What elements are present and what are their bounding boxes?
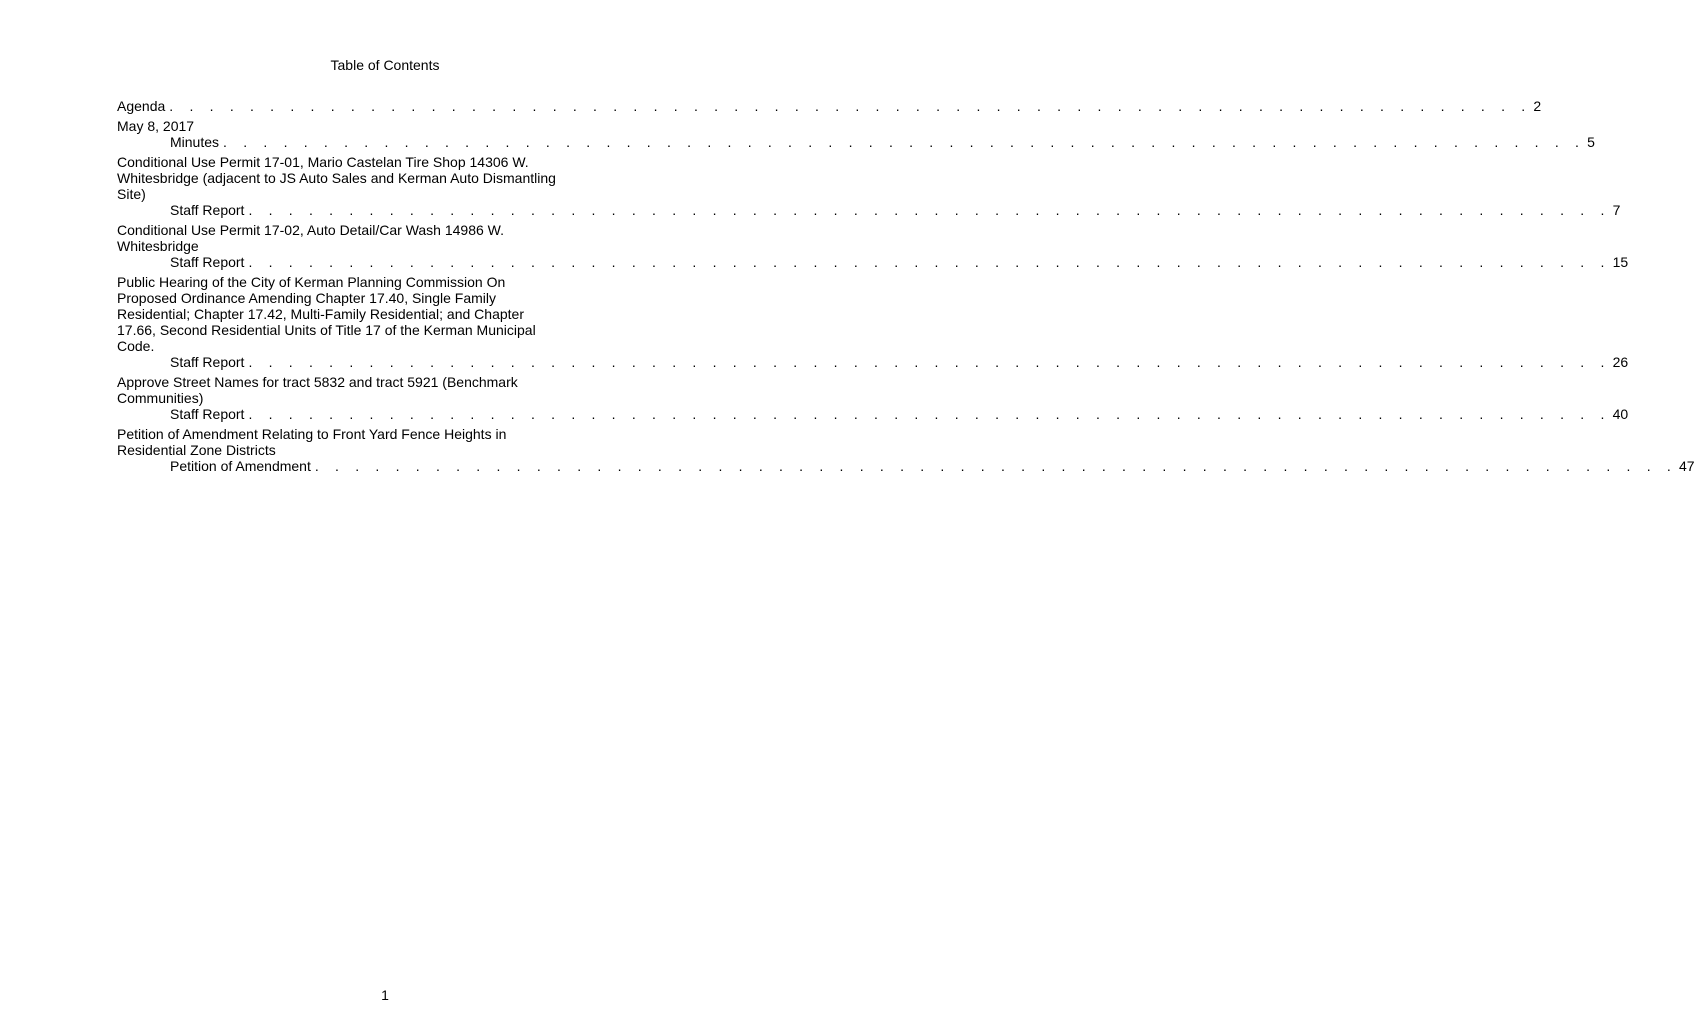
toc-page-number: 7 bbox=[1612, 202, 1621, 218]
toc-entry-staff-report[interactable] bbox=[117, 354, 1629, 370]
toc-page-number: 26 bbox=[1612, 354, 1629, 370]
toc-entry-label: Agenda bbox=[117, 98, 166, 114]
dot-leader: . . . . . . . . . . . . . . . . . . . . . . . . . . . . . . . . . . . . . . . . . . . . . . . . . . . . . . . . . . . . . . . . . . . . bbox=[169, 98, 1532, 114]
toc-entry-label: Staff Report bbox=[170, 354, 245, 370]
toc-section-heading: May 8, 2017 bbox=[117, 118, 195, 134]
toc-section-heading: Approve Street Names for tract 5832 and tract 5921 (Benchmark Communities) bbox=[117, 374, 518, 406]
dot-leader: . . . . . . . . . . . . . . . . . . . . . . . . . . . . . . . . . . . . . . . . . . . . . . . . . . . . . . . . . . . . . . . . . . . . bbox=[314, 458, 1677, 474]
toc-entry-label: Minutes bbox=[170, 134, 220, 150]
toc-entry-petition[interactable] bbox=[117, 458, 1695, 474]
dot-leader: . . . . . . . . . . . . . . . . . . . . . . . . . . . . . . . . . . . . . . . . . . . . . . . . . . . . . . . . . . . . . . . . . . . . bbox=[248, 254, 1611, 270]
toc-entry-staff-report[interactable] bbox=[117, 202, 1621, 218]
dot-leader: . . . . . . . . . . . . . . . . . . . . . . . . . . . . . . . . . . . . . . . . . . . . . . . . . . . . . . . . . . . . . . . . . . . . bbox=[223, 134, 1586, 150]
dot-leader: . . . . . . . . . . . . . . . . . . . . . . . . . . . . . . . . . . . . . . . . . . . . . . . . . . . . . . . . . . . . . . . . . . . . bbox=[248, 202, 1611, 218]
toc-entry-staff-report[interactable] bbox=[117, 406, 1629, 422]
toc-entry-label: Staff Report bbox=[170, 406, 245, 422]
page-number-footer: 1 bbox=[381, 987, 389, 1003]
toc-section-heading: Public Hearing of the City of Kerman Planning Commission On Proposed Ordinance Amending Chapter 17.40, Single Family Residential; Chapter 17.42, Multi-Family Residential; and Chapter 17.66, Second Residential Units of Title 17 of the Kerman Municipal Code. bbox=[117, 274, 536, 354]
toc-section-heading: Conditional Use Permit 17-01, Mario Castelan Tire Shop 14306 W. Whitesbridge (adjacent to JS Auto Sales and Kerman Auto Dismantling Site) bbox=[117, 154, 556, 202]
toc-entry-label: Staff Report bbox=[170, 202, 245, 218]
toc-page-number: 47 bbox=[1678, 458, 1695, 474]
toc-page-number: 5 bbox=[1587, 134, 1595, 150]
page-title: Table of Contents bbox=[330, 57, 440, 73]
toc-entry-label: Staff Report bbox=[170, 254, 245, 270]
dot-leader: . . . . . . . . . . . . . . . . . . . . . . . . . . . . . . . . . . . . . . . . . . . . . . . . . . . . . . . . . . . . . . . . . . . . bbox=[248, 354, 1611, 370]
toc-page-number: 2 bbox=[1533, 98, 1542, 114]
toc-section-heading: Conditional Use Permit 17-02, Auto Detail/Car Wash 14986 W. Whitesbridge bbox=[117, 222, 505, 254]
toc-page-number: 15 bbox=[1612, 254, 1629, 270]
toc-entry-label: Petition of Amendment bbox=[170, 458, 311, 474]
toc-entry-agenda[interactable] bbox=[117, 98, 1542, 114]
toc-entry-minutes[interactable] bbox=[117, 134, 1595, 150]
toc-page-number: 40 bbox=[1612, 406, 1629, 422]
dot-leader: . . . . . . . . . . . . . . . . . . . . . . . . . . . . . . . . . . . . . . . . . . . . . . . . . . . . . . . . . . . . . . . . . . . . bbox=[248, 406, 1611, 422]
toc-section-heading: Petition of Amendment Relating to Front Yard Fence Heights in Residential Zone Districts bbox=[117, 426, 507, 458]
toc-entry-staff-report[interactable] bbox=[117, 254, 1629, 270]
table-of-contents bbox=[117, 98, 1695, 474]
